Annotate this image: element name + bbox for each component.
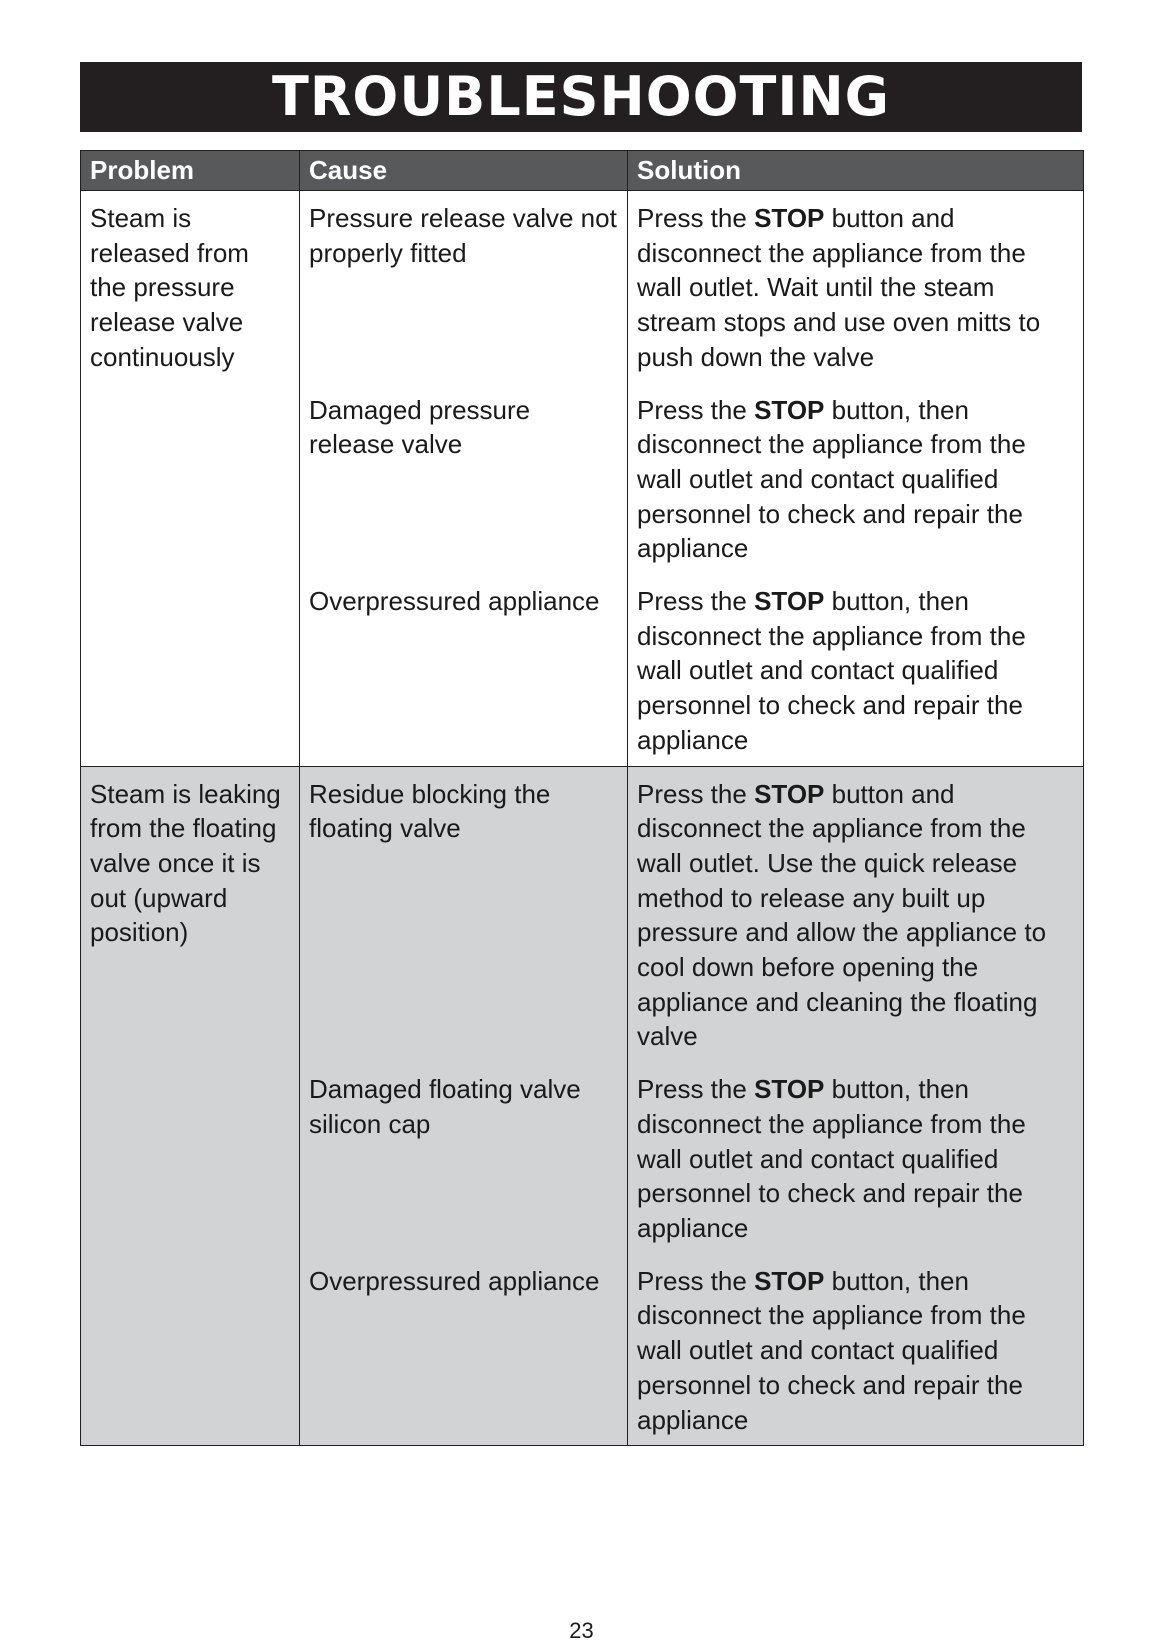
table-row	[81, 766, 1084, 1062]
solution-cell: Press the STOP button, then disconnect the appliance from the wall outlet and contact qualified personnel to check and repair the appliance	[628, 1254, 1084, 1446]
solution-cell: Press the STOP button and disconnect the appliance from the wall outlet. Use the quick release method to release any built up pressure and allow the appliance to cool down before opening the appliance and cleaning the floating valve	[628, 766, 1084, 1062]
column-header-solution: Solution	[628, 151, 1084, 191]
solution-cell: Press the STOP button, then disconnect the appliance from the wall outlet and contact qualified personnel to check and repair the appliance	[628, 1062, 1084, 1254]
table-header-row	[81, 151, 1084, 191]
cause-cell: Damaged floating valve silicon cap	[300, 1062, 628, 1254]
solution-cell: Press the STOP button, then disconnect the appliance from the wall outlet and contact qualified personnel to check and repair the appliance	[628, 383, 1084, 575]
troubleshooting-table	[80, 150, 1084, 1446]
solution-cell: Press the STOP button and disconnect the appliance from the wall outlet. Wait until the steam stream stops and use oven mitts to push down the valve	[628, 191, 1084, 383]
column-header-cause: Cause	[300, 151, 628, 191]
solution-cell: Press the STOP button, then disconnect the appliance from the wall outlet and contact qualified personnel to check and repair the appliance	[628, 574, 1084, 766]
problem-cell: Steam is released from the pressure release valve continuously	[81, 191, 300, 767]
problem-cell: Steam is leaking from the floating valve once it is out (upward position)	[81, 766, 300, 1446]
page-title: TROUBLESHOOTING	[80, 62, 1082, 132]
cause-cell: Overpressured appliance	[300, 1254, 628, 1446]
cause-cell: Pressure release valve not properly fitted	[300, 191, 628, 383]
table-row	[81, 191, 1084, 383]
column-header-problem: Problem	[81, 151, 300, 191]
cause-cell: Overpressured appliance	[300, 574, 628, 766]
page-number: 23	[569, 1618, 594, 1643]
cause-cell: Damaged pressure release valve	[300, 383, 628, 575]
cause-cell: Residue blocking the floating valve	[300, 766, 628, 1062]
